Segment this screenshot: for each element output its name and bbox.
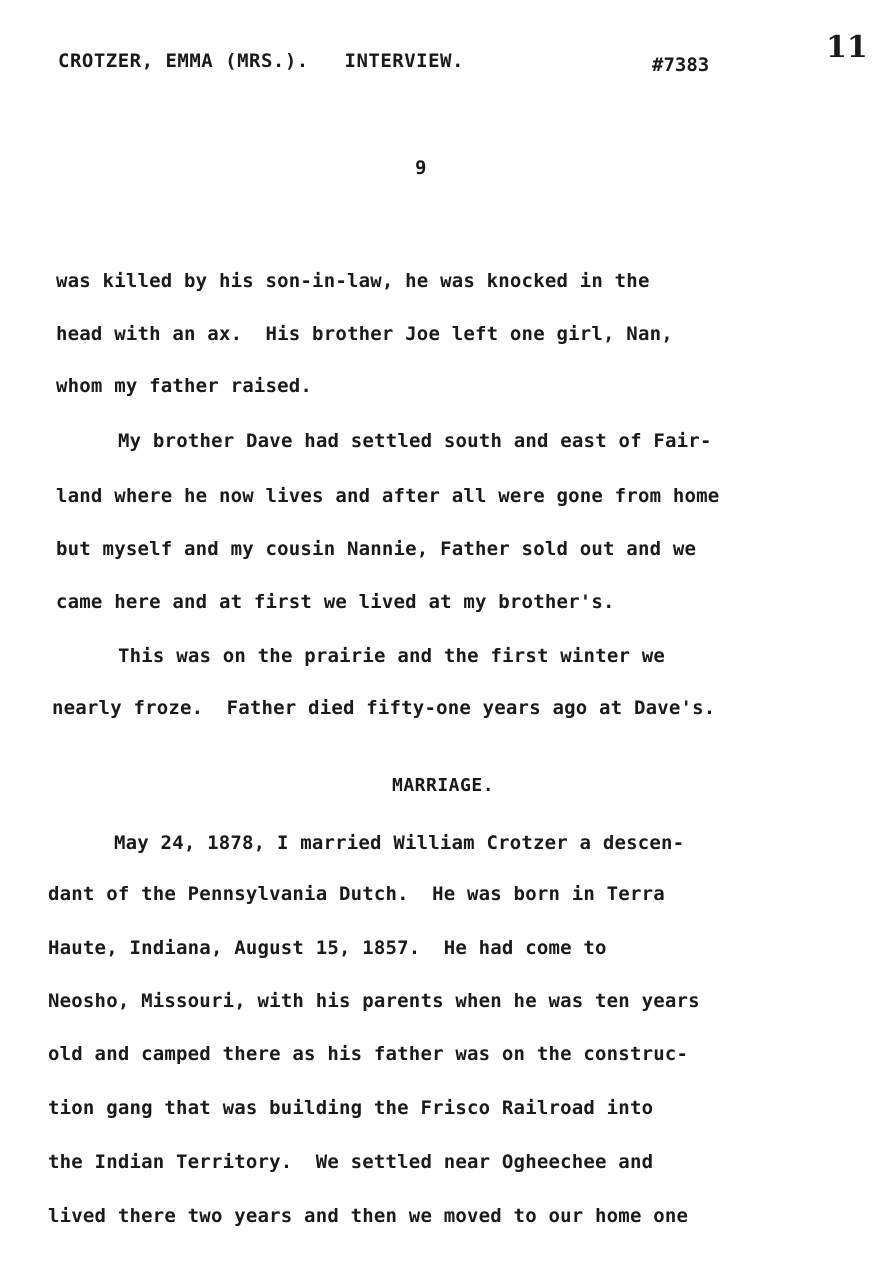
document-header-title: CROTZER, EMMA (MRS.). INTERVIEW.: [58, 50, 464, 72]
text-line: May 24, 1878, I married William Crotzer a descen-: [114, 832, 685, 854]
text-line: was killed by his son-in-law, he was knocked in the: [56, 270, 650, 292]
text-line: lived there two years and then we moved to our home one: [48, 1205, 689, 1227]
page-number: 9: [415, 157, 427, 179]
section-heading: MARRIAGE.: [392, 775, 495, 796]
text-line: dant of the Pennsylvania Dutch. He was born in Terra: [48, 883, 665, 905]
text-line: tion gang that was building the Frisco Railroad into: [48, 1097, 654, 1119]
text-line: but myself and my cousin Nannie, Father sold out and we: [56, 538, 697, 560]
text-line: My brother Dave had settled south and east of Fair-: [118, 430, 712, 452]
text-line: whom my father raised.: [56, 375, 313, 397]
text-line: land where he now lives and after all were gone from home: [56, 485, 720, 507]
text-line: Neosho, Missouri, with his parents when he was ten years: [48, 990, 700, 1012]
page-stamp: 11: [826, 30, 868, 65]
text-line: came here and at first we lived at my brother's.: [56, 591, 615, 613]
text-line: nearly froze. Father died fifty-one years ago at Dave's.: [52, 697, 716, 719]
text-line: This was on the prairie and the first winter we: [118, 645, 666, 667]
text-line: old and camped there as his father was on the construc-: [48, 1043, 689, 1065]
text-line: head with an ax. His brother Joe left one girl, Nan,: [56, 323, 673, 345]
text-line: the Indian Territory. We settled near Ogheechee and: [48, 1151, 654, 1173]
text-line: Haute, Indiana, August 15, 1857. He had come to: [48, 937, 607, 959]
document-number: #7383: [652, 54, 710, 76]
